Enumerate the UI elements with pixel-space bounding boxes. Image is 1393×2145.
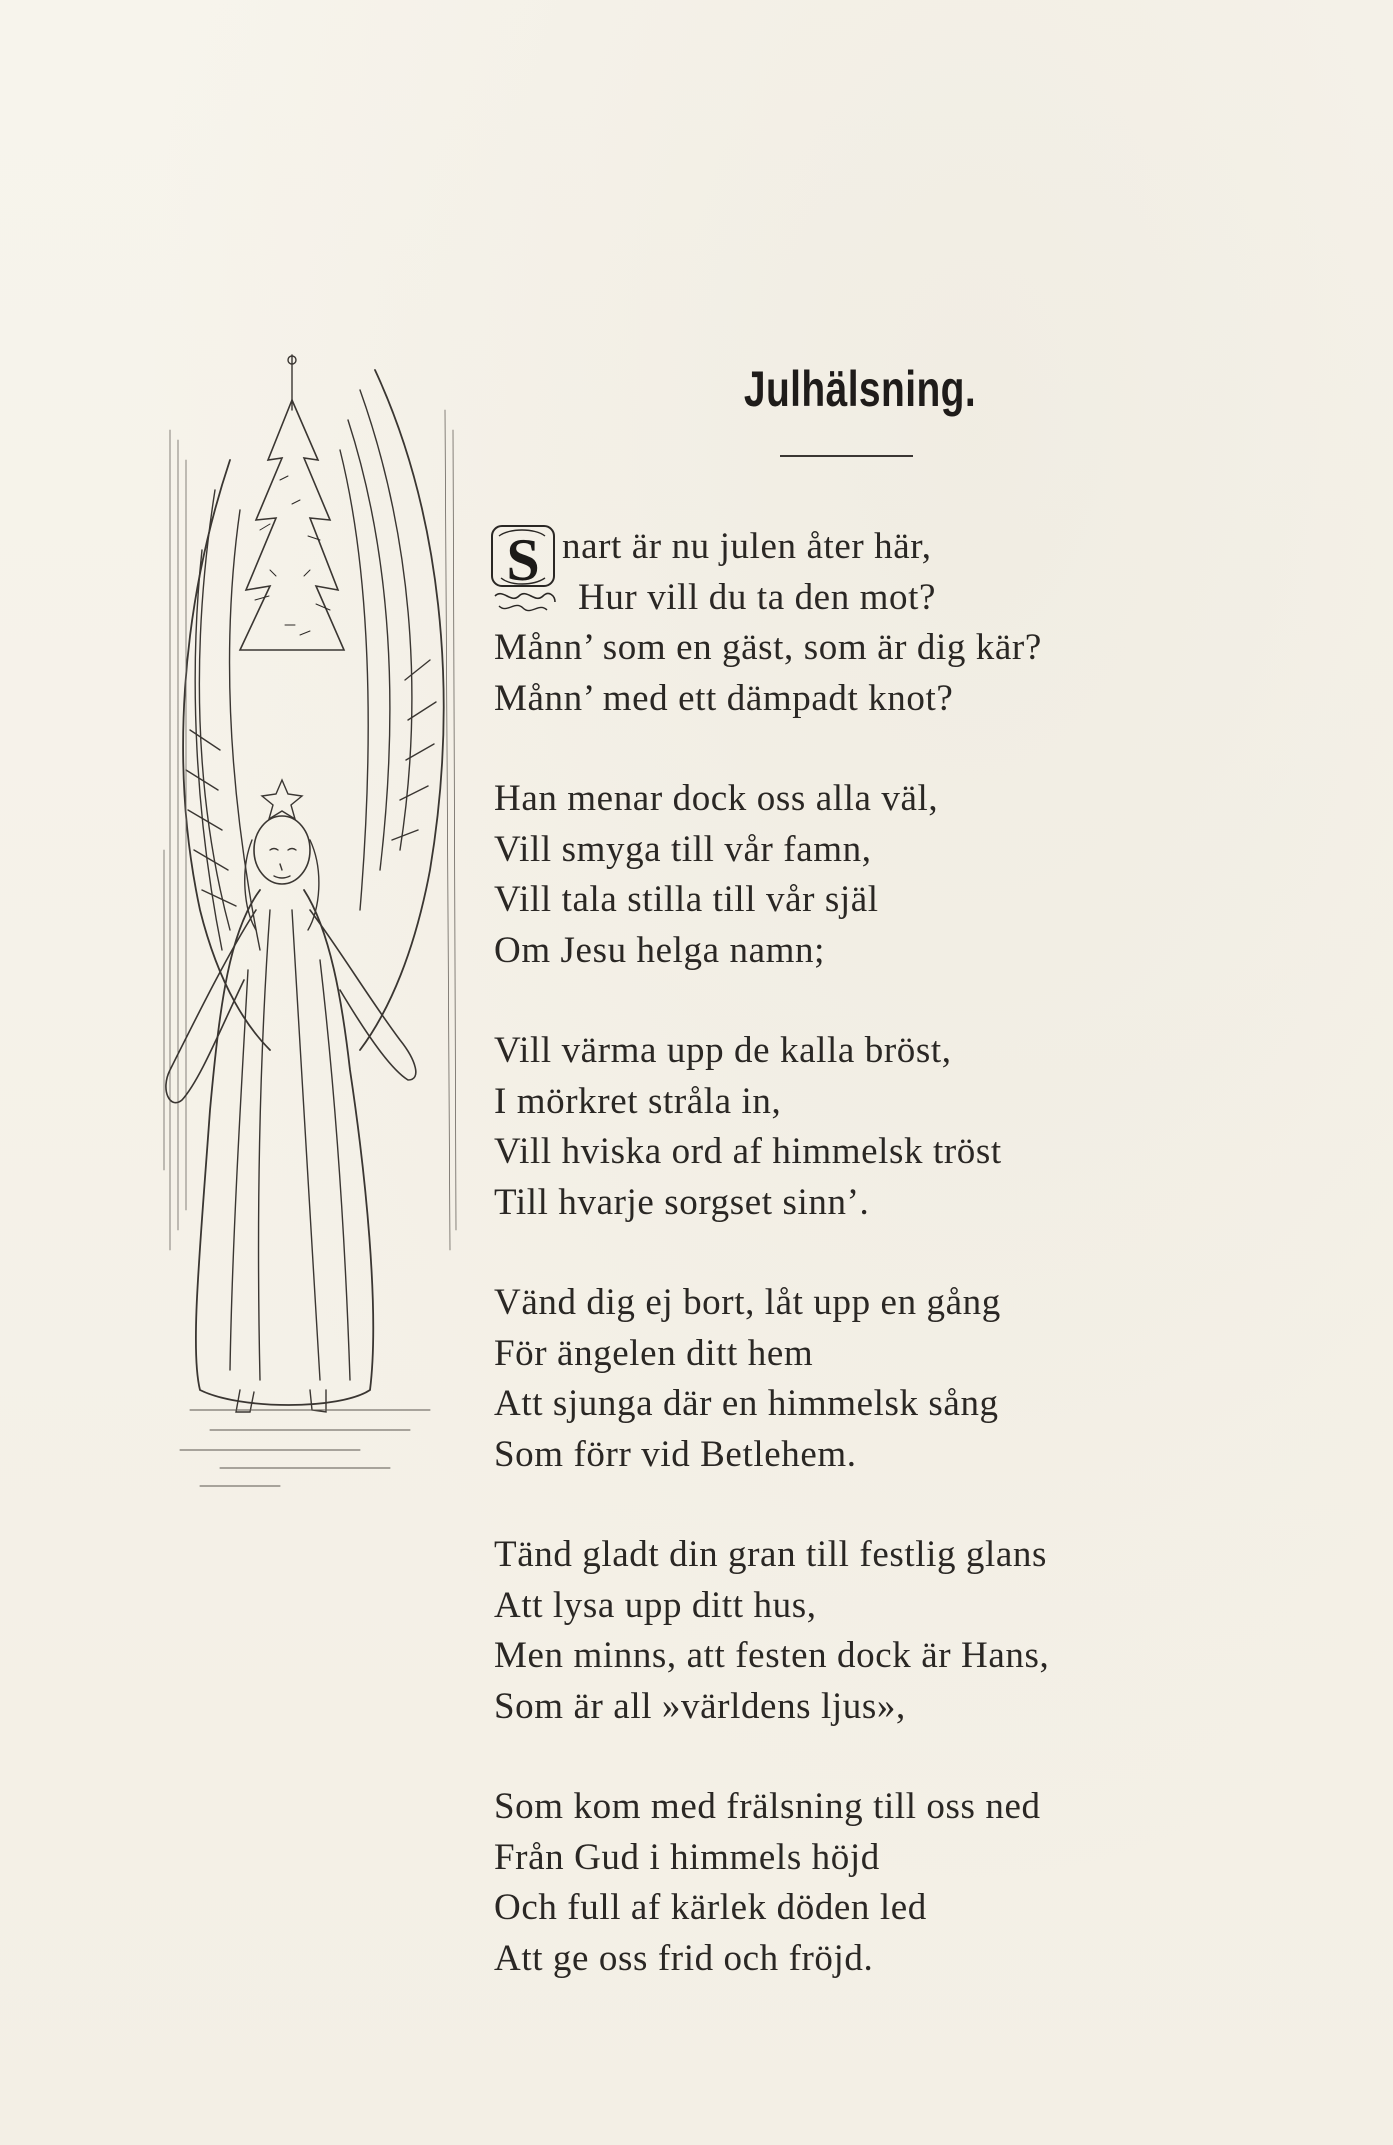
poem-line: Månn’ som en gäst, som är dig kär?	[494, 627, 1042, 668]
dropcap-letter: S	[506, 527, 540, 593]
poem-line: I mörkret stråla in,	[494, 1080, 782, 1122]
poem-line: Till hvarje sorgset sinn’.	[494, 1181, 870, 1223]
poem-line: Som är all »världens ljus»,	[494, 1685, 906, 1727]
poem-body	[494, 522, 1334, 2034]
poem-line: Från Gud i himmels höjd	[494, 1836, 880, 1878]
stanza-2	[494, 774, 1334, 976]
poem-line	[494, 522, 1334, 573]
poem-line	[494, 573, 1334, 624]
poem-line-text: nart är nu julen åter här,	[562, 526, 932, 567]
stanza-1	[494, 522, 1334, 724]
poem-line: Vill smyga till vår famn,	[494, 828, 872, 870]
poem-line: Om Jesu helga namn;	[494, 929, 825, 971]
poem-line: Som förr vid Betlehem.	[494, 1433, 857, 1475]
poem-line-text: Hur vill du ta den mot?	[578, 576, 937, 618]
stanza-6	[494, 1782, 1334, 1984]
poem-line: Vill tala stilla till vår själ	[494, 879, 879, 920]
poem-line: Att lysa upp ditt hus,	[494, 1584, 817, 1626]
stanza-3	[494, 1026, 1334, 1228]
stanza-4	[494, 1278, 1334, 1480]
poem-line: Vill hviska ord af himmelsk tröst	[494, 1131, 1002, 1172]
poem-line: Vänd dig ej bort, låt upp en gång	[494, 1282, 1001, 1323]
title-divider	[780, 455, 913, 457]
stanza-5	[494, 1530, 1334, 1732]
poem-line: Han menar dock oss alla väl,	[494, 778, 939, 819]
poem-line: Månn’ med ett dämpadt knot?	[494, 677, 954, 719]
poem-line: Och full af kärlek döden led	[494, 1887, 927, 1928]
angel-with-christmas-tree-icon	[160, 350, 460, 1490]
poem-line: Att ge oss frid och fröjd.	[494, 1937, 874, 1979]
poem-line: Tänd gladt din gran till festlig glans	[494, 1534, 1048, 1575]
poem-title: Julhälsning.	[743, 361, 977, 417]
poem-line: Vill värma upp de kalla bröst,	[494, 1030, 952, 1071]
poem-line: Att sjunga där en himmelsk sång	[494, 1383, 999, 1424]
poem-line: Men minns, att festen dock är Hans,	[494, 1635, 1050, 1676]
poem-line: För ängelen ditt hem	[494, 1332, 814, 1374]
poem-line: Som kom med frälsning till oss ned	[494, 1786, 1041, 1827]
